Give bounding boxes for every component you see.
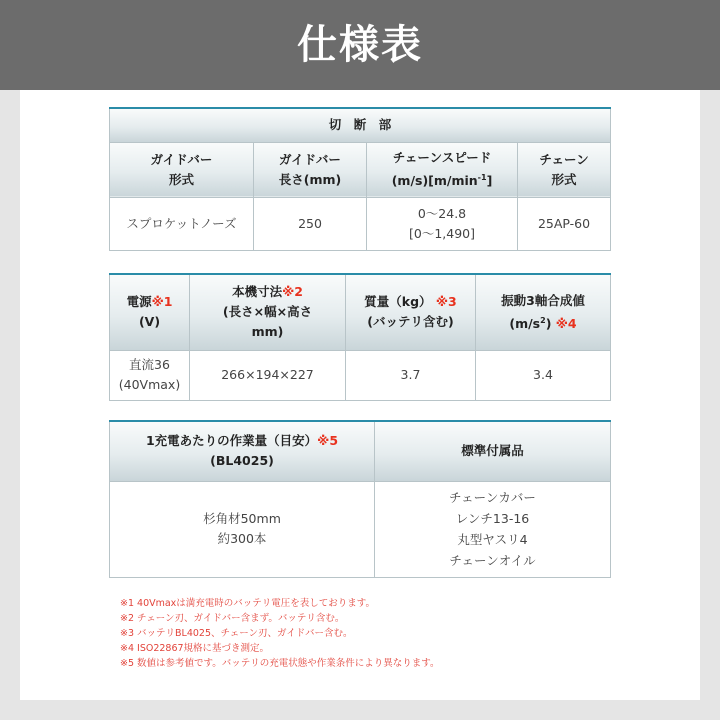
list-item: チェーンオイル: [449, 553, 536, 568]
note-mark-2: ※2: [282, 284, 303, 300]
guide-bar-type-value: スプロケットノーズ: [110, 197, 254, 250]
header-mass: 質量（kg） ※3 (バッテリ含む): [346, 274, 476, 350]
page-title: 仕様表: [297, 21, 423, 68]
header-power-source: 電源※1 (V): [110, 274, 190, 350]
accessory-list: [375, 481, 611, 577]
header-guide-bar-length: ガイドバー 長さ(mm): [254, 142, 367, 197]
page-banner: [0, 0, 720, 90]
header-chain-speed: チェーンスピード $(m/s)[m/\min^{-1}]$: [367, 142, 518, 197]
header-guide-bar-type: ガイドバー 形式: [110, 142, 254, 197]
chain-type-value: 25AP-60: [518, 197, 611, 250]
header-vibration: 振動3軸合成値 $(m/s^2)$ ※4: [476, 274, 611, 350]
footnote-2: ※2 チェーン刃、ガイドバー含まず。バッテリ含む。: [120, 613, 345, 624]
list-item: レンチ13-16: [455, 511, 530, 526]
header-chain-type: チェーン 形式: [518, 142, 611, 197]
header-standard-accessories: 標準付属品: [375, 421, 611, 481]
mass-value: 3.7: [346, 350, 476, 400]
list-item: 丸型ヤスリ4: [457, 532, 528, 547]
note-mark-4: ※4: [555, 315, 577, 331]
footnote-4: ※4 ISO22867規格に基づき測定。: [120, 643, 270, 654]
table-row: [110, 481, 611, 577]
section-header: 切 断 部: [110, 108, 611, 142]
chain-speed-value: 0〜24.8 [0〜1,490]: [367, 197, 518, 250]
guide-bar-length-value: 250: [254, 197, 367, 250]
vibration-value: 3.4: [476, 350, 611, 400]
footnote-1: ※1 40Vmaxは満充電時のバッテリ電圧を表しております。: [120, 598, 376, 609]
table-row: [110, 197, 611, 250]
cutting-spec-table: [109, 107, 611, 251]
list-item: チェーンカバー: [449, 490, 536, 505]
body-spec-table: [109, 273, 611, 401]
work-amount-value: 杉角材50mm 約300本: [110, 481, 375, 577]
dimensions-value: 266×194×227: [190, 350, 346, 400]
accessory-table: [109, 420, 611, 578]
table-row: [110, 350, 611, 400]
footnotes: [120, 596, 640, 671]
note-mark-1: ※1: [151, 294, 173, 310]
note-mark-5: ※5: [317, 433, 339, 449]
power-source-value: 直流36 (40Vmax): [110, 350, 190, 400]
note-mark-3: ※3: [435, 294, 457, 310]
header-dimensions: 本機寸法※2 (長さ×幅×高さ mm): [190, 274, 346, 350]
footnote-3: ※3 バッテリBL4025、チェーン刃、ガイドバー含む。: [120, 628, 353, 639]
footnote-5: ※5 数値は参考値です。バッテリの充電状態や作業条件により異なります。: [120, 658, 440, 669]
header-work-amount: 1充電あたりの作業量（目安）※5 (BL4025): [110, 421, 375, 481]
spec-sheet: [20, 90, 700, 700]
